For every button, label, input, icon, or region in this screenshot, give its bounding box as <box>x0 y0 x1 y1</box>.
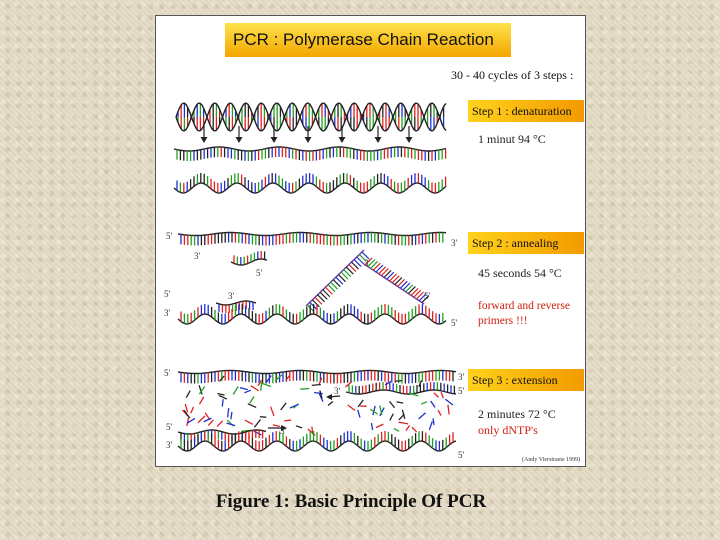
free-dntp <box>348 405 355 411</box>
free-dntp <box>186 391 190 398</box>
step-2-detail: 45 seconds 54 °C <box>478 266 562 280</box>
label-3prime: 3' <box>280 426 287 436</box>
step-3-label: Step 3 : extension <box>468 369 584 391</box>
free-dntp <box>219 395 227 399</box>
free-primer-diagonal-a <box>306 250 364 306</box>
free-dntp <box>185 404 187 412</box>
free-dntp <box>397 402 404 403</box>
label-5prime: 5' <box>256 268 263 278</box>
free-dntp <box>296 426 302 428</box>
free-dntp <box>228 408 229 417</box>
label-3prime: 3' <box>458 372 465 382</box>
label-5prime: 5' <box>164 289 171 299</box>
free-dntp <box>438 410 441 415</box>
free-dntp <box>261 382 262 391</box>
label-5prime: 5' <box>458 386 465 396</box>
free-dntp <box>199 397 203 404</box>
free-dntp <box>255 420 261 428</box>
label-3prime: 3' <box>364 258 371 268</box>
free-dntp <box>389 401 394 407</box>
step-2-label: Step 2 : annealing <box>468 232 584 254</box>
free-dntp <box>448 405 449 415</box>
free-dntp <box>398 422 408 424</box>
reverse-primer-top-backbone <box>231 259 267 265</box>
free-dntp <box>204 418 212 422</box>
label-5prime: 5' <box>424 291 431 301</box>
free-dntp <box>394 428 399 431</box>
free-dntp <box>254 431 262 435</box>
free-dntp <box>222 399 223 406</box>
free-dntp <box>231 412 232 419</box>
free-dntp <box>217 421 223 427</box>
extension-arrow-head <box>326 394 332 400</box>
free-dntp <box>273 425 280 426</box>
free-dntp <box>399 414 405 420</box>
free-dntp <box>429 421 432 429</box>
step-3-detail-line1: 2 minutes 72 °C <box>478 407 556 421</box>
free-dntp <box>314 393 323 394</box>
label-3prime: 3' <box>164 308 171 318</box>
figure-caption: Figure 1: Basic Principle Of PCR <box>215 491 487 512</box>
denaturation-arrow-head <box>271 137 278 143</box>
credit-text: (Andy Vierstraete 1999) <box>522 457 581 463</box>
label-3prime: 3' <box>194 251 201 261</box>
free-dntp <box>260 417 266 418</box>
label-3prime: 3' <box>166 440 173 450</box>
free-dntp <box>445 399 453 405</box>
step-3-detail-line2: only dNTP's <box>478 423 538 437</box>
free-dntp <box>406 425 410 430</box>
cycles-text: 30 - 40 cycles of 3 steps : <box>451 68 574 82</box>
free-dntp <box>441 392 443 398</box>
free-dntp <box>271 407 274 416</box>
free-dntp <box>233 386 238 394</box>
free-dntp <box>412 427 417 432</box>
extension-template-bottom-backbone <box>178 441 456 451</box>
label-5prime: 5' <box>451 318 458 328</box>
label-5prime: 5' <box>166 231 173 241</box>
free-dntp <box>191 407 194 413</box>
diagram-title: PCR : Polymerase Chain Reaction <box>225 23 511 57</box>
label-3prime: 3' <box>451 238 458 248</box>
pcr-diagram-panel <box>155 15 586 467</box>
free-dntp <box>358 410 360 418</box>
free-primer-diagonal-b <box>364 264 424 304</box>
free-dntp <box>251 386 259 391</box>
free-dntp <box>433 418 434 425</box>
free-dntp <box>390 414 393 421</box>
free-dntp <box>300 389 309 390</box>
denaturation-arrow-head <box>406 137 413 143</box>
denaturation-arrow-head <box>339 137 346 143</box>
step-2-note-line1: forward and reverse <box>478 300 570 312</box>
free-dntp <box>376 424 383 428</box>
free-dntp <box>240 388 248 390</box>
step-1-label: Step 1 : denaturation <box>468 100 584 122</box>
denaturation-arrow-head <box>375 137 382 143</box>
free-dntp <box>248 404 256 408</box>
label-3prime: 3' <box>228 291 235 301</box>
free-dntp <box>284 420 291 421</box>
free-dntp <box>328 402 333 406</box>
step-2-note-line2: primers !!! <box>478 315 528 327</box>
free-dntp <box>434 393 439 397</box>
free-dntp <box>262 383 271 386</box>
free-dntp <box>250 397 254 404</box>
step-1-detail: 1 minut 94 °C <box>478 132 546 146</box>
free-dntp <box>431 401 435 407</box>
free-dntp <box>245 420 253 424</box>
free-dntp <box>244 390 251 393</box>
label-3prime: 3' <box>334 386 341 396</box>
free-dntp <box>395 381 402 382</box>
free-dntp <box>208 420 213 425</box>
free-dntp <box>419 413 426 419</box>
free-dntp <box>371 423 372 430</box>
denaturation-arrow-head <box>236 137 243 143</box>
denaturation-arrow-head <box>201 137 208 143</box>
free-dntp <box>312 385 321 386</box>
label-5prime: 5' <box>164 368 171 378</box>
free-dntp <box>217 393 224 395</box>
label-5prime: 5' <box>458 450 465 460</box>
denaturation-arrow-head <box>305 137 312 143</box>
free-dntp <box>281 403 286 410</box>
free-dntp <box>421 402 427 405</box>
label-5prime: 5' <box>166 422 173 432</box>
